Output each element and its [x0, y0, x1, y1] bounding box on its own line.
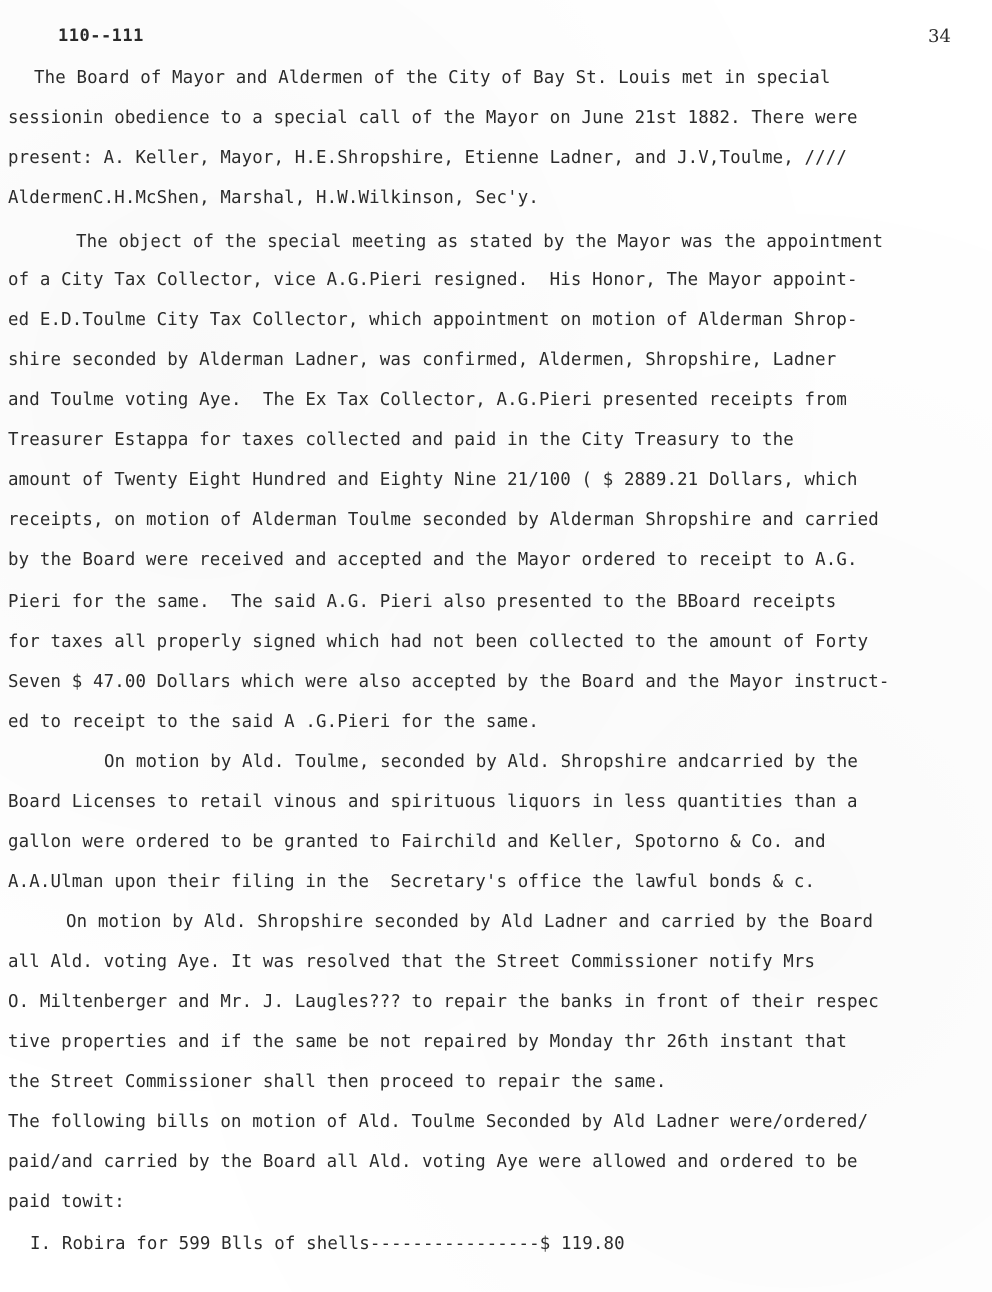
text-line: A.A.Ulman upon their filing in the Secretary's office the lawful bonds & c.: [8, 872, 816, 892]
text-line: paid/and carried by the Board all Ald. voting Aye were allowed and ordered to be: [8, 1152, 858, 1172]
page-number: 34: [928, 26, 951, 47]
text-line: Pieri for the same. The said A.G. Pieri also presented to the BBoard receipts: [8, 592, 837, 612]
text-line: On motion by Ald. Shropshire seconded by Ald Ladner and carried by the Board: [66, 912, 874, 932]
text-line: The Board of Mayor and Aldermen of the City of Bay St. Louis met in special: [34, 68, 831, 88]
text-line: of a City Tax Collector, vice A.G.Pieri resigned. His Honor, The Mayor appoint-: [8, 270, 858, 290]
text-line: by the Board were received and accepted and the Mayor ordered to receipt to A.G.: [8, 550, 858, 570]
text-line: sessionin obedience to a special call of the Mayor on June 21st 1882. There were: [8, 108, 858, 128]
text-line: Treasurer Estappa for taxes collected and paid in the City Treasury to the: [8, 430, 794, 450]
text-line: paid towit:: [8, 1192, 125, 1212]
text-line: ed to receipt to the said A .G.Pieri for the same.: [8, 712, 540, 732]
text-line: gallon were ordered to be granted to Fairchild and Keller, Spotorno & Co. and: [8, 832, 826, 852]
text-line: ed E.D.Toulme City Tax Collector, which appointment on motion of Alderman Shrop-: [8, 310, 858, 330]
text-line: all Ald. voting Aye. It was resolved that the Street Commissioner notify Mrs: [8, 952, 816, 972]
text-line: tive properties and if the same be not repaired by Monday thr 26th instant that: [8, 1032, 847, 1052]
text-line: The following bills on motion of Ald. Toulme Seconded by Ald Ladner were/ordered/: [8, 1112, 869, 1132]
text-line: AldermenC.H.McShen, Marshal, H.W.Wilkinson, Sec'y.: [8, 188, 540, 208]
text-line: Board Licenses to retail vinous and spirituous liquors in less quantities than a: [8, 792, 858, 812]
text-line: O. Miltenberger and Mr. J. Laugles??? to repair the banks in front of their respec: [8, 992, 879, 1012]
text-line: I. Robira for 599 Blls of shells----------------$ 119.80: [30, 1234, 625, 1254]
text-line: and Toulme voting Aye. The Ex Tax Collector, A.G.Pieri presented receipts from: [8, 390, 847, 410]
text-line: receipts, on motion of Alderman Toulme seconded by Alderman Shropshire and carried: [8, 510, 879, 530]
text-line: for taxes all properly signed which had not been collected to the amount of Forty: [8, 632, 869, 652]
text-line: Seven $ 47.00 Dollars which were also accepted by the Board and the Mayor instruct-: [8, 672, 890, 692]
text-line: shire seconded by Alderman Ladner, was confirmed, Aldermen, Shropshire, Ladner: [8, 350, 837, 370]
page-range: 110--111: [58, 26, 144, 46]
text-line: amount of Twenty Eight Hundred and Eighty Nine 21/100 ( $ 2889.21 Dollars, which: [8, 470, 858, 490]
text-line: present: A. Keller, Mayor, H.E.Shropshire, Etienne Ladner, and J.V,Toulme, ////: [8, 148, 847, 168]
text-line: the Street Commissioner shall then proceed to repair the same.: [8, 1072, 667, 1092]
text-line: The object of the special meeting as stated by the Mayor was the appointment: [76, 232, 884, 252]
text-line: On motion by Ald. Toulme, seconded by Ald. Shropshire andcarried by the: [104, 752, 859, 772]
